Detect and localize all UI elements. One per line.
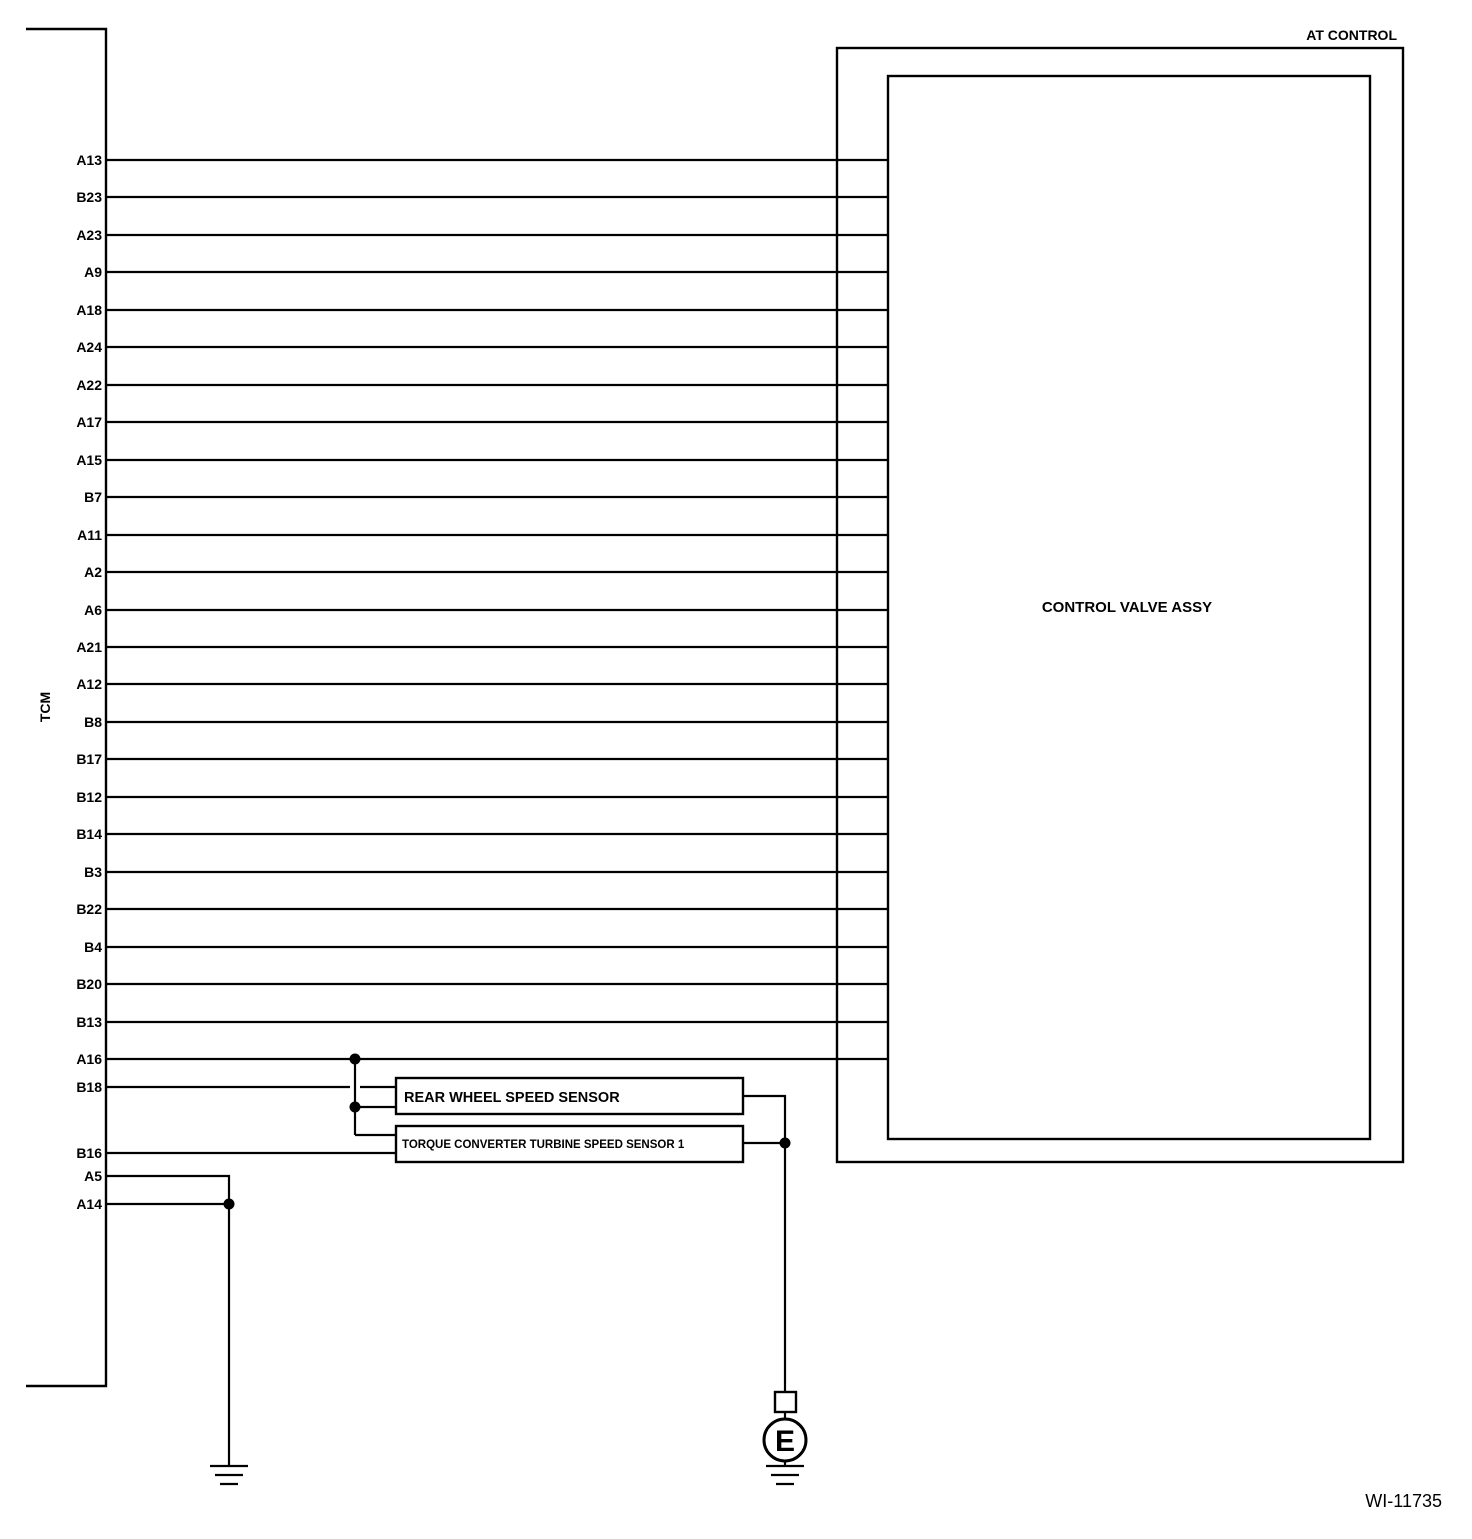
pin-label-a13: A13	[76, 152, 102, 168]
pin-label-b14: B14	[76, 826, 102, 842]
tcm-label: TCM	[37, 691, 53, 723]
rear-wheel-sensor-label: REAR WHEEL SPEED SENSOR	[404, 1090, 620, 1106]
pin-label-a14: A14	[76, 1196, 102, 1212]
control-valve-label: CONTROL VALVE ASSY	[1041, 599, 1213, 616]
pin-label-b13: B13	[76, 1014, 102, 1030]
figure-id: WI-11735	[1365, 1491, 1442, 1511]
pin-label-a12: A12	[76, 676, 102, 692]
wire-a5	[106, 1176, 229, 1466]
pin-label-b16: B16	[76, 1145, 102, 1161]
pin-label-b7: B7	[84, 489, 102, 505]
pin-label-b4: B4	[84, 939, 102, 955]
pin-label-b18: B18	[76, 1079, 102, 1095]
pin-label-a5: A5	[84, 1168, 102, 1184]
pin-label-b23: B23	[76, 189, 102, 205]
pin-label-b17: B17	[76, 751, 102, 767]
pin-label-b20: B20	[76, 976, 102, 992]
at-control-label: AT CONTROL	[1306, 27, 1397, 43]
turbine-sensor-label: TORQUE CONVERTER TURBINE SPEED SENSOR 1	[402, 1139, 685, 1151]
pin-label-b3: B3	[84, 864, 102, 880]
pin-label-b8: B8	[84, 714, 102, 730]
junction-dot	[224, 1199, 235, 1210]
pin-label-a15: A15	[76, 452, 102, 468]
ground-terminal	[775, 1392, 796, 1412]
ground-e-letter: E	[774, 1425, 796, 1458]
pin-label-a18: A18	[76, 302, 102, 318]
junction-dot	[780, 1138, 791, 1149]
pin-label-a6: A6	[84, 602, 102, 618]
pin-label-a2: A2	[84, 564, 102, 580]
pin-label-a23: A23	[76, 227, 102, 243]
wire-group	[76, 152, 888, 1067]
pin-label-a16: A16	[76, 1051, 102, 1067]
pin-label-a22: A22	[76, 377, 102, 393]
pin-label-a24: A24	[76, 339, 102, 355]
pin-label-a11: A11	[77, 527, 102, 543]
pin-label-b22: B22	[76, 901, 102, 917]
pin-label-a9: A9	[84, 264, 102, 280]
pin-label-a17: A17	[76, 414, 102, 430]
pin-label-b12: B12	[76, 789, 102, 805]
pin-label-a21: A21	[76, 639, 102, 655]
sensor-shield-wire	[743, 1096, 785, 1392]
